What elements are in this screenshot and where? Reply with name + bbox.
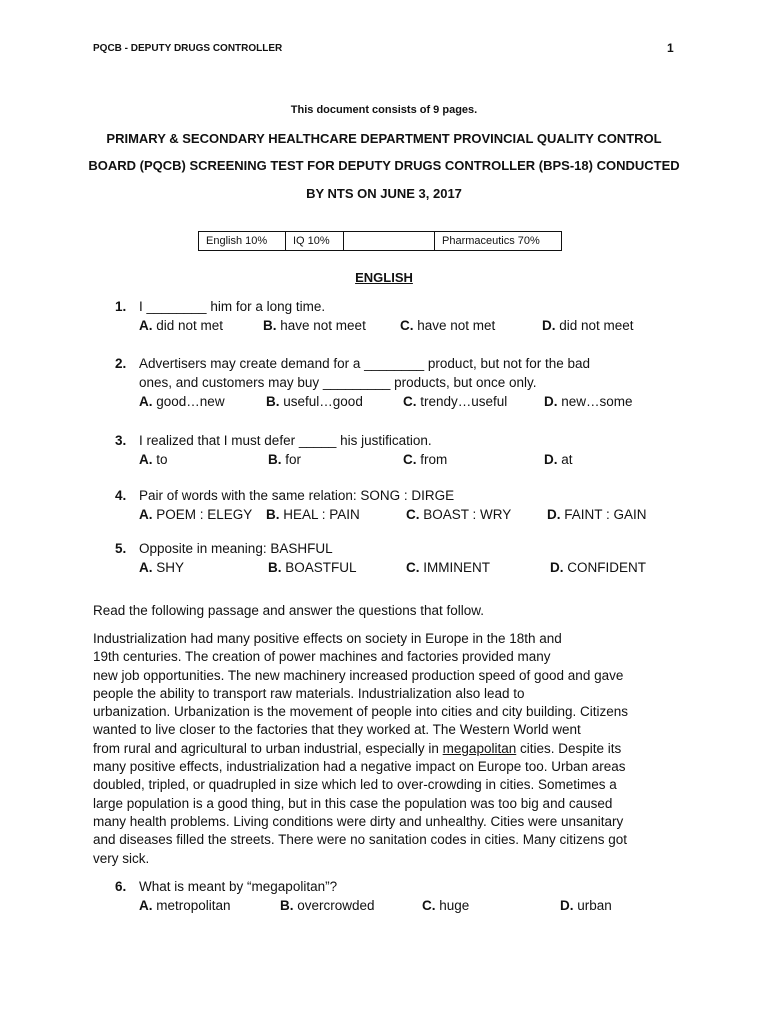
section-heading: ENGLISH — [355, 270, 413, 285]
title-line-1: PRIMARY & SECONDARY HEALTHCARE DEPARTMENT PROVINCIAL QUALITY CONTROL — [106, 131, 662, 146]
question-4 — [115, 486, 675, 524]
option-a: A. good…new — [139, 394, 225, 409]
option-b: B. HEAL : PAIN — [266, 507, 360, 522]
question-2 — [115, 354, 675, 411]
question-text-continued: ones, and customers may buy _________ products, but once only. — [139, 375, 537, 390]
question-number: 4. — [115, 488, 127, 503]
passage-line: urbanization. Urbanization is the movement of people into cities and city building. Citizens — [93, 704, 629, 720]
option-d: D. at — [544, 452, 573, 467]
page-number: 1 — [667, 41, 674, 55]
question-text: I ________ him for a long time. — [139, 299, 326, 314]
passage-line: large population is a good thing, but in this case the population was too big and caused — [93, 795, 613, 811]
option-a: A. POEM : ELEGY — [139, 507, 253, 522]
distribution-cell-pharmaceutics: Pharmaceutics 70% — [435, 232, 562, 251]
question-text: Opposite in meaning: BASHFUL — [139, 541, 333, 556]
question-text: Advertisers may create demand for a ________ product, but not for the bad — [139, 356, 591, 371]
question-number: 6. — [115, 879, 127, 894]
question-number: 5. — [115, 541, 127, 556]
reading-passage — [93, 630, 673, 868]
option-a: A. SHY — [139, 560, 185, 575]
passage-line: doubled, tripled, or quadrupled in size which led to over-crowding in cities. Sometimes a — [93, 777, 617, 793]
passage-line: and diseases filled the streets. There were no sanitation codes in cities. Many citizens got — [93, 832, 628, 848]
passage-line: from rural and agricultural to urban industrial, especially in megapolitan cities. Despite its — [93, 740, 622, 756]
passage-line: people the ability to transport raw materials. Industrialization also lead to — [93, 685, 525, 701]
passage-line: very sick. — [93, 850, 150, 866]
option-d: D. did not meet — [542, 318, 634, 333]
option-c: C. BOAST : WRY — [406, 507, 512, 522]
option-b: B. useful…good — [266, 394, 363, 409]
option-d: D. FAINT : GAIN — [547, 507, 647, 522]
question-text: Pair of words with the same relation: SONG : DIRGE — [139, 488, 455, 503]
question-3 — [115, 431, 675, 469]
option-a: A. to — [139, 452, 168, 467]
option-a: A. metropolitan — [139, 898, 231, 913]
options-row — [115, 316, 675, 335]
option-b: B. for — [268, 452, 302, 467]
title-line-2: BOARD (PQCB) SCREENING TEST FOR DEPUTY DRUGS CONTROLLER (BPS-18) CONDUCTED — [88, 158, 680, 173]
option-d: D. urban — [560, 898, 612, 913]
title-line-3: BY NTS ON JUNE 3, 2017 — [306, 186, 462, 201]
passage-instruction: Read the following passage and answer the questions that follow. — [93, 603, 485, 618]
options-row — [115, 896, 675, 915]
page-count-note: This document consists of 9 pages. — [290, 104, 478, 116]
option-b: B. BOASTFUL — [268, 560, 357, 575]
option-d: D. CONFIDENT — [550, 560, 647, 575]
options-row — [115, 558, 675, 577]
underlined-term: megapolitan — [442, 740, 517, 756]
distribution-cell-english: English 10% — [199, 232, 286, 251]
question-5 — [115, 539, 675, 577]
option-c: C. have not met — [400, 318, 496, 333]
passage-line: wanted to live closer to the factories that they worked at. The Western World went — [93, 722, 581, 738]
question-number: 2. — [115, 356, 127, 371]
question-number: 1. — [115, 299, 127, 314]
passage-line: many positive effects, industrialization had a negative impact on Europe too. Urban areas — [93, 759, 626, 775]
passage-line: new job opportunities. The new machinery increased production speed of good and gave — [93, 667, 624, 683]
marks-distribution-table — [198, 231, 562, 251]
option-b: B. have not meet — [263, 318, 366, 333]
option-c: C. IMMINENT — [406, 560, 491, 575]
distribution-cell-empty — [344, 232, 435, 251]
running-header: PQCB - DEPUTY DRUGS CONTROLLER — [93, 43, 283, 54]
passage-line: Industrialization had many positive effects on society in Europe in the 18th and — [93, 631, 562, 646]
question-6 — [115, 877, 675, 915]
options-row — [115, 505, 675, 524]
question-text: I realized that I must defer _____ his justification. — [139, 433, 432, 448]
option-c: C. trendy…useful — [403, 394, 508, 409]
option-b: B. overcrowded — [280, 898, 375, 913]
question-1 — [115, 297, 675, 335]
passage-line: 19th centuries. The creation of power machines and factories provided many — [93, 649, 551, 665]
passage-line: many health problems. Living conditions were dirty and unhealthy. Cities were unsanitary — [93, 813, 624, 829]
options-row — [115, 450, 675, 469]
option-c: C. from — [403, 452, 448, 467]
option-c: C. huge — [422, 898, 470, 913]
question-number: 3. — [115, 433, 127, 448]
question-text: What is meant by “megapolitan”? — [139, 879, 338, 894]
distribution-cell-iq: IQ 10% — [286, 232, 344, 251]
option-a: A. did not met — [139, 318, 224, 333]
options-row — [115, 392, 675, 411]
option-d: D. new…some — [544, 394, 633, 409]
